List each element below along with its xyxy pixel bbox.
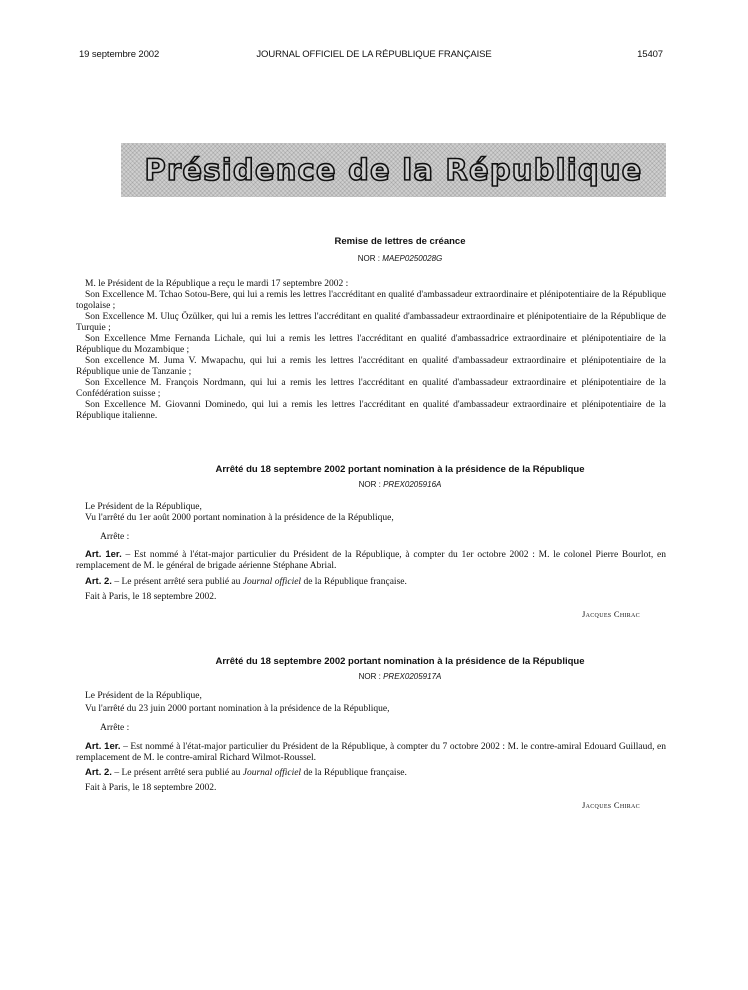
section3-signature: Jacques Chirac (582, 800, 640, 810)
section2-article-2 (76, 576, 666, 588)
journal-name: Journal officiel (242, 577, 302, 587)
section2-arrete: Arrête : (100, 532, 130, 542)
section3-fait: Fait à Paris, le 18 septembre 2002. (85, 783, 217, 793)
section3-arrete: Arrête : (100, 723, 130, 733)
article-text: – Est nommé à l'état-major particulier du Président de la République, à compter du 1er octobre 2002 : M. le colonel Pierre Bourlot, en remplacement de M. le général de brigade aérienne Stéphane Abrial. (76, 550, 666, 571)
nor-label: NOR : (358, 672, 381, 681)
section3-nor (120, 672, 680, 681)
header-date: 19 septembre 2002 (79, 49, 160, 60)
section2-title: Arrêté du 18 septembre 2002 portant nomination à la présidence de la République (215, 464, 585, 475)
article-label: Art. 2. (85, 576, 112, 587)
article-text: de la République française. (301, 577, 407, 587)
section3-article-1 (76, 741, 666, 764)
header-journal-title: JOURNAL OFFICIEL DE LA RÉPUBLIQUE FRANÇAISE (256, 49, 492, 60)
header-page-number: 15407 (637, 49, 663, 60)
article-label: Art. 1er. (85, 741, 121, 752)
nor-label: NOR : (357, 254, 380, 263)
section2-intro: Le Président de la République, (85, 502, 202, 512)
section3-vu: Vu l'arrêté du 23 juin 2000 portant nomination à la présidence de la République, (85, 704, 390, 714)
body-paragraph: Son excellence M. Juma V. Mwapachu, qui lui a remis les lettres l'accréditant en qualité d'ambassadeur extraordinaire et plénipotentiaire de la République unie de Tanzanie ; (76, 356, 666, 377)
article-text: de la République française. (301, 768, 407, 778)
section2-vu: Vu l'arrêté du 1er août 2000 portant nomination à la présidence de la République, (85, 513, 394, 523)
section2-fait: Fait à Paris, le 18 septembre 2002. (85, 592, 217, 602)
article-label: Art. 2. (85, 767, 112, 778)
nor-code: PREX0205917A (383, 672, 442, 681)
section-banner (121, 143, 666, 197)
section3-title: Arrêté du 18 septembre 2002 portant nomination à la présidence de la République (215, 656, 585, 667)
nor-label: NOR : (358, 480, 381, 489)
section1-nor (120, 254, 680, 263)
body-paragraph: Son Excellence M. Giovanni Dominedo, qui lui a remis les lettres l'accréditant en qualité d'ambassadeur extraordinaire et plénipotentiaire de la République italienne. (76, 400, 666, 421)
nor-code: PREX0205916A (383, 480, 442, 489)
section2-nor (120, 480, 680, 489)
body-paragraph: Son Excellence M. François Nordmann, qui lui a remis les lettres l'accréditant en qualité d'ambassadeur extraordinaire et plénipotentiaire de la Confédération suisse ; (76, 378, 666, 399)
body-paragraph: Son Excellence Mme Fernanda Lichale, qui lui a remis les lettres l'accréditant en qualité d'ambassadrice extraordinaire et plénipotentiaire de la République du Mozambique ; (76, 334, 666, 355)
body-paragraph: Son Excellence M. Tchao Sotou-Bere, qui lui a remis les lettres l'accréditant en qualité d'ambassadeur extraordinaire et plénipotentiaire de la République togolaise ; (76, 290, 666, 311)
banner-title: Présidence de la République (144, 153, 643, 187)
section2-signature: Jacques Chirac (582, 609, 640, 619)
article-text: – Le présent arrêté sera publié au (111, 577, 243, 587)
body-paragraph: M. le Président de la République a reçu le mardi 17 septembre 2002 : (85, 279, 349, 289)
journal-name: Journal officiel (242, 768, 302, 778)
article-text: – Le présent arrêté sera publié au (111, 768, 243, 778)
section1-title: Remise de lettres de créance (334, 236, 466, 247)
section3-intro: Le Président de la République, (85, 691, 202, 701)
section2-article-1 (76, 549, 666, 572)
section3-article-2 (76, 767, 666, 779)
article-text: – Est nommé à l'état-major particulier du Président de la République, à compter du 7 octobre 2002 : M. le contre-amiral Edouard Guillaud, en remplacement de M. le contre-amiral Richard Wilmot-Roussel. (76, 742, 666, 763)
section1-body (76, 279, 666, 422)
body-paragraph: Son Excellence M. Uluç Özülker, qui lui a remis les lettres l'accréditant en qualité d'ambassadeur extraordinaire et plénipotentiaire de la République de Turquie ; (76, 312, 666, 333)
article-label: Art. 1er. (85, 549, 122, 560)
nor-code: MAEP0250028G (382, 254, 443, 263)
